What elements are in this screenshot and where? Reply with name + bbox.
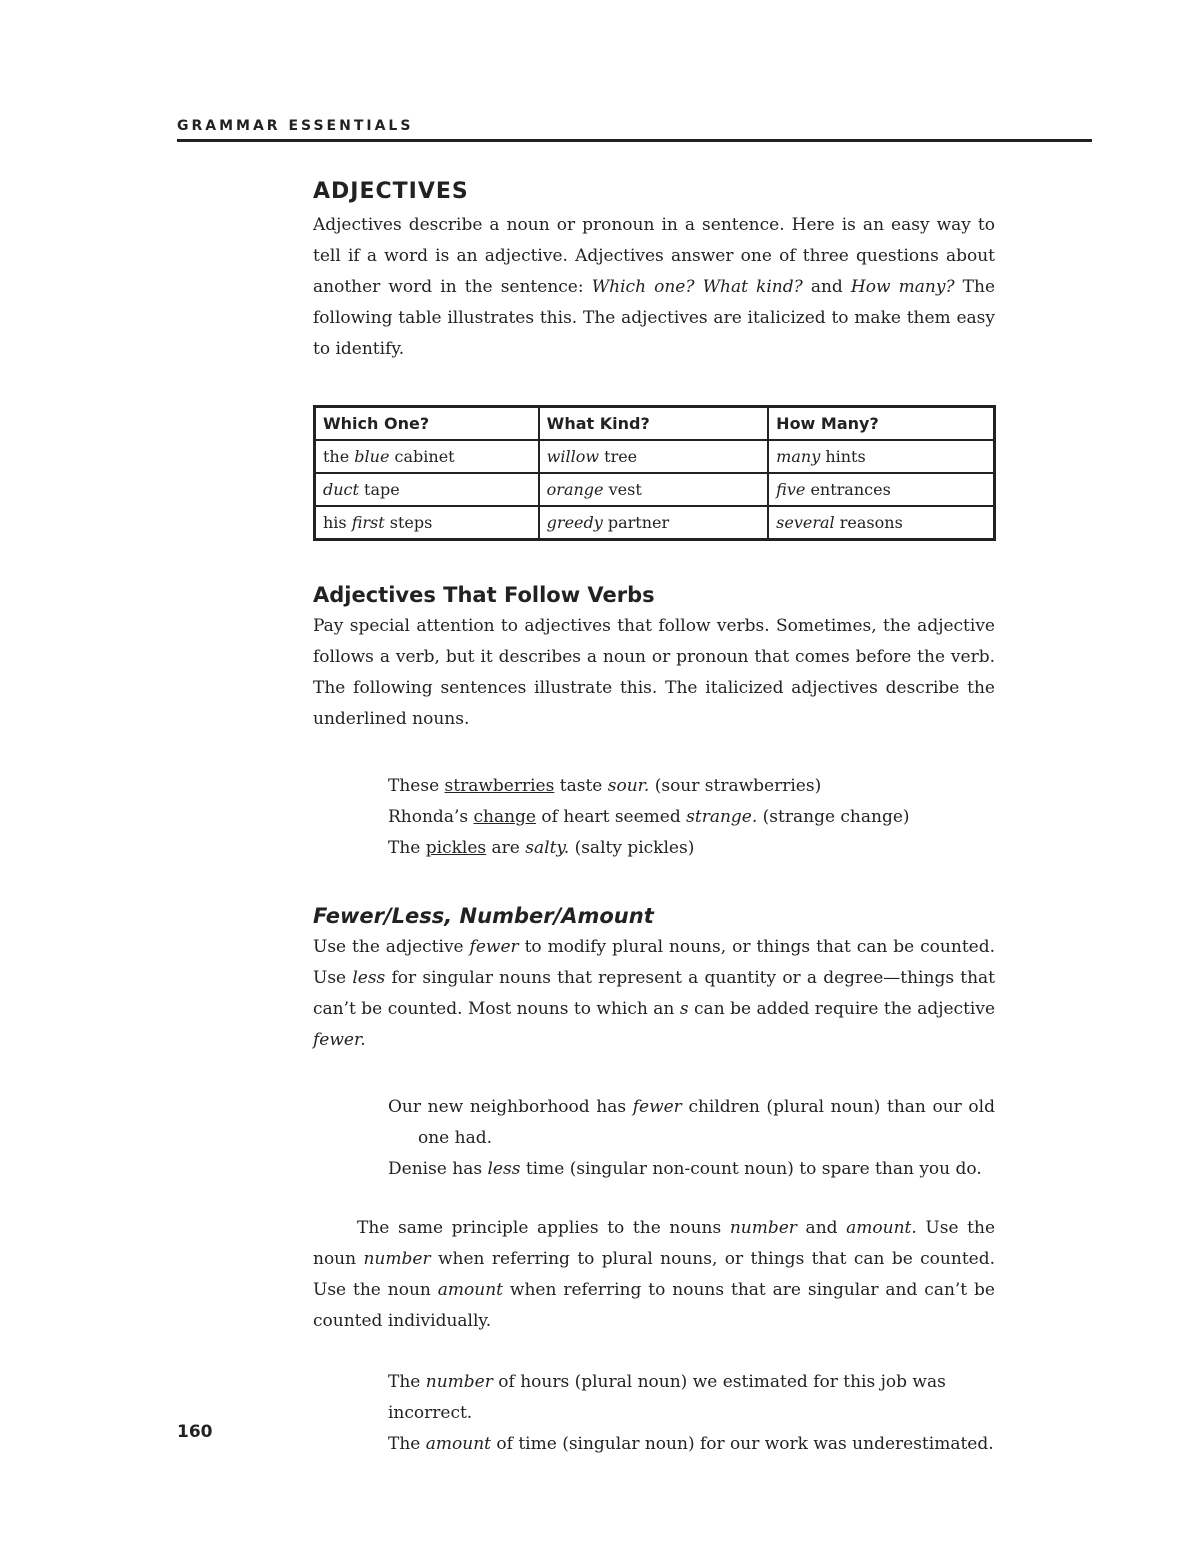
example-sentence: Rhonda’s change of heart seemed strange. (strange change) bbox=[388, 807, 910, 827]
follow-verbs-examples bbox=[388, 771, 995, 864]
table-cell: many hints bbox=[768, 440, 994, 473]
number-amount-examples bbox=[388, 1367, 995, 1460]
intro-paragraph: Adjectives describe a noun or pronoun in a sentence. Here is an easy way to tell if a word is an adjective. Adjectives answer one of three questions about another word in the sentence: Which one? What kind? and How many? The following table illustrates this. The adjectives are italicized to make them easy to identify. bbox=[313, 215, 996, 359]
table-row bbox=[315, 440, 995, 473]
example-sentence: The pickles are salty. (salty pickles) bbox=[388, 838, 695, 858]
example-sentence: Our new neighborhood has fewer children (plural noun) than our old one had. bbox=[388, 1097, 995, 1148]
subheading-follow-verbs: Adjectives That Follow Verbs bbox=[313, 583, 655, 607]
table-cell: the blue cabinet bbox=[315, 440, 539, 473]
page-content bbox=[313, 176, 995, 1460]
table-cell: his first steps bbox=[315, 506, 539, 540]
table-cell: willow tree bbox=[539, 440, 769, 473]
fewer-less-paragraph: Use the adjective fewer to modify plural nouns, or things that can be counted. Use less for singular nouns that represent a quantity or a degree—things that can’t be counted. Most nouns to which an s can be added require the adjective fewer. bbox=[313, 937, 996, 1050]
table-cell: five entrances bbox=[768, 473, 994, 506]
table-cell: orange vest bbox=[539, 473, 769, 506]
follow-verbs-paragraph: Pay special attention to adjectives that follow verbs. Sometimes, the adjective follows a verb, but it describes a noun or pronoun that comes before the verb. The following sentences illustrate this. The italicized adjectives describe the underlined nouns. bbox=[313, 616, 995, 729]
running-head: GRAMMAR ESSENTIALS bbox=[177, 118, 414, 134]
table-cell: duct tape bbox=[315, 473, 539, 506]
subheading-fewer-less: Fewer/Less, Number/Amount bbox=[313, 904, 654, 928]
number-amount-paragraph: The same principle applies to the nouns number and amount. Use the noun number when referring to plural nouns, or things that can be counted. Use the noun amount when referring to nouns that are singular and can’t be counted individually. bbox=[313, 1218, 995, 1331]
example-sentence: The amount of time (singular noun) for our work was underestimated. bbox=[388, 1434, 994, 1454]
table-row bbox=[315, 473, 995, 506]
adjectives-table bbox=[313, 405, 996, 541]
table-row bbox=[315, 506, 995, 540]
table-header-row bbox=[315, 407, 995, 441]
column-header: Which One? bbox=[315, 407, 539, 441]
example-sentence: Denise has less time (singular non-count noun) to spare than you do. bbox=[388, 1159, 982, 1179]
page-number: 160 bbox=[177, 1422, 213, 1442]
header-rule bbox=[177, 139, 1092, 142]
table-cell: greedy partner bbox=[539, 506, 769, 540]
column-header: What Kind? bbox=[539, 407, 769, 441]
column-header: How Many? bbox=[768, 407, 994, 441]
table-cell: several reasons bbox=[768, 506, 994, 540]
example-sentence: These strawberries taste sour. (sour strawberries) bbox=[388, 776, 822, 796]
section-title: ADJECTIVES bbox=[313, 179, 469, 204]
example-sentence: The number of hours (plural noun) we estimated for this job was incorrect. bbox=[388, 1372, 946, 1423]
fewer-less-examples bbox=[388, 1092, 995, 1185]
